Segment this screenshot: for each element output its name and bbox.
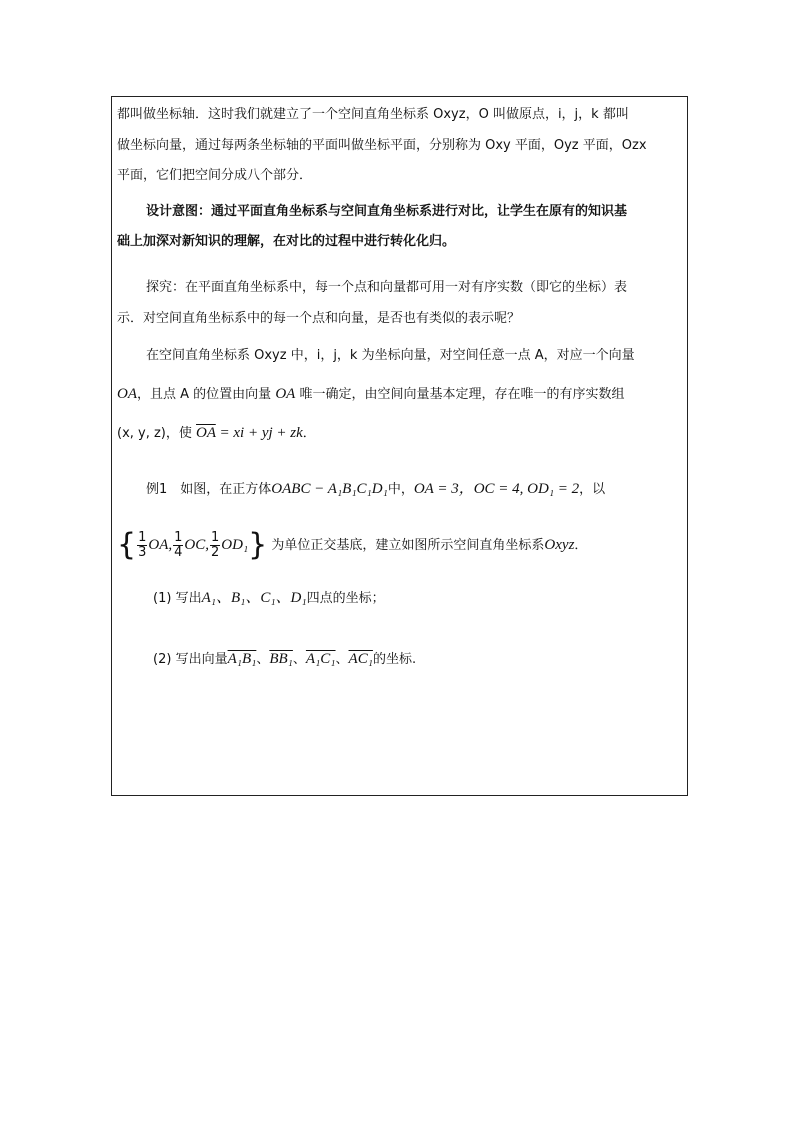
basis-vector: OA: [148, 537, 169, 553]
text-line: [117, 385, 624, 404]
fraction: $\frac{1}{2}$: [211, 530, 220, 560]
fraction: $\frac{1}{4}$: [174, 530, 183, 560]
text-line: 在空间直角坐标系 Oxyz 中，i，j，k 为坐标向量，对空间任意一点 A，对应一个向量: [146, 348, 635, 363]
example-line: [146, 480, 605, 499]
explore-line: 示．对空间直角坐标系中的每一个点和向量，是否也有类似的表示呢？: [117, 311, 521, 326]
design-intent-line: 础上加深对新知识的理解，在对比的过程中进行转化化归。: [117, 234, 456, 249]
basis-line: { $\frac{1}{3}$ OA, $\frac{1}{4}$ OC, $\frac{1}{2}$ OD₁} 为单位正交基底，建立如图所示空间直角坐标系Oxyz．: [117, 527, 588, 563]
text-segment: (x, y, z)，使: [117, 426, 192, 441]
fraction: $\frac{1}{3}$: [138, 530, 147, 560]
vector-oa: OA: [117, 386, 137, 402]
text-line: 做坐标向量，通过每两条坐标轴的平面叫做坐标平面，分别称为 Oxy 平面，Oyz 平面，Ozx: [117, 138, 647, 153]
text-segment: 中，: [387, 482, 414, 497]
points-list: A₁、B₁、C₁、D₁: [201, 590, 307, 606]
cube-name: OABC − A₁B₁C₁D₁: [271, 481, 388, 497]
right-brace: }: [248, 527, 268, 563]
text-segment: 的坐标.: [372, 652, 417, 667]
question-2: (2) 写出向量A₁B₁、BB₁、A₁C₁、AC₁的坐标.: [153, 651, 417, 667]
question-number: (1): [153, 591, 172, 606]
text-segment: ．: [302, 426, 316, 441]
design-intent-line: 设计意图：通过平面直角坐标系与空间直角坐标系进行对比，让学生在原有的知识基: [146, 204, 628, 219]
question-number: (2): [153, 652, 172, 667]
example-label: 例1 如图，在正方体: [146, 482, 272, 497]
left-brace: {: [117, 527, 137, 563]
text-segment: 写出向量: [175, 652, 228, 667]
basis-vector: OC: [184, 537, 206, 553]
text-segment: 写出: [175, 591, 202, 606]
text-segment: 为单位正交基底，建立如图所示空间直角坐标系: [271, 538, 545, 553]
text-segment: ．: [574, 538, 588, 553]
vector: A₁C₁: [305, 651, 336, 667]
vector: A₁B₁: [227, 651, 257, 667]
vector-equation: = xi + yj + zk: [215, 425, 303, 441]
text-segment: 四点的坐标；: [306, 591, 385, 606]
text-segment: ，以: [579, 482, 606, 497]
explore-line: 探究：在平面直角坐标系中，每一个点和向量都可用一对有序实数（即它的坐标）表: [146, 280, 628, 295]
vector: AC₁: [348, 651, 373, 667]
text-line: 都叫做坐标轴．这时我们就建立了一个空间直角坐标系 Oxyz，O 叫做原点，i，j，k 都叫: [117, 107, 629, 122]
content-table-cell: [111, 96, 688, 796]
conditions: OA = 3，OC = 4, OD₁ = 2: [413, 481, 580, 497]
vector-oa: OA: [275, 386, 296, 402]
text-segment: 唯一确定，由空间向量基本定理，存在唯一的有序实数组: [299, 387, 625, 402]
vector: BB₁: [269, 651, 293, 667]
text-line: [117, 424, 316, 443]
text-line: 平面，它们把空间分成八个部分．: [117, 168, 313, 183]
question-1: [153, 589, 385, 608]
vector-oa: $\overline{OA}$: [196, 425, 216, 441]
text-segment: ，且点 A 的位置由向量: [137, 387, 272, 402]
coordinate-system: Oxyz: [544, 537, 575, 553]
basis-vector: OD₁: [221, 537, 249, 553]
